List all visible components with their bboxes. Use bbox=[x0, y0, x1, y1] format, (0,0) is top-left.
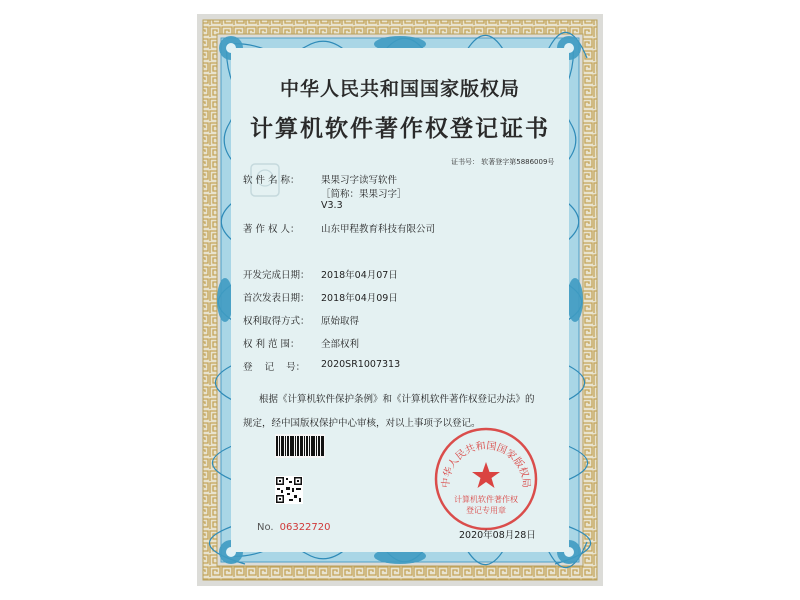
seal-outer-text: 中华人民共和国国家版权局 bbox=[440, 440, 532, 489]
field-value-publish-date: 2018年04月09日 bbox=[321, 293, 398, 304]
certificate-number-value: 软著登字第5886009号 bbox=[481, 158, 555, 166]
field-label-registration: 登 记 号： bbox=[243, 362, 306, 373]
field-label-publish-date: 首次发表日期： bbox=[243, 293, 310, 304]
issue-date: 2020年08月28日 bbox=[459, 530, 536, 541]
serial-number bbox=[257, 522, 331, 533]
field-label-completion-date: 开发完成日期： bbox=[243, 270, 310, 281]
field-value-scope: 全部权利 bbox=[321, 339, 360, 350]
field-label-owner: 著 作 权 人： bbox=[243, 224, 300, 235]
official-seal bbox=[433, 426, 539, 532]
seal-inner-line-2: 登记专用章 bbox=[466, 506, 506, 515]
star-icon bbox=[472, 462, 500, 488]
field-label-software-name: 软 件 名 称： bbox=[243, 175, 300, 186]
certificate-number-label: 证书号： bbox=[451, 158, 479, 166]
issuing-authority: 中华人民共和国国家版权局 bbox=[279, 78, 520, 100]
field-value-software-name: 果果习字读写软件 bbox=[321, 175, 398, 186]
field-value-version: V3.3 bbox=[321, 200, 343, 211]
serial-prefix: No. bbox=[257, 522, 274, 533]
field-value-owner: 山东甲程教育科技有限公司 bbox=[321, 224, 436, 235]
field-value-registration: 2020SR1007313 bbox=[321, 359, 401, 370]
qr-code-icon bbox=[275, 476, 303, 504]
certificate-title: 计算机软件著作权登记证书 bbox=[250, 115, 550, 142]
barcode-icon bbox=[275, 434, 325, 458]
field-label-acquisition: 权利取得方式： bbox=[243, 316, 310, 327]
statement-line-1: 根据《计算机软件保护条例》和《计算机软件著作权登记办法》的 bbox=[259, 394, 535, 405]
statement-line-2: 规定，经中国版权保护中心审核，对以上事项予以登记。 bbox=[243, 418, 481, 429]
field-value-completion-date: 2018年04月07日 bbox=[321, 270, 398, 281]
field-label-scope: 权 利 范 围： bbox=[243, 339, 300, 350]
field-value-acquisition: 原始取得 bbox=[321, 316, 360, 327]
seal-inner-line-1: 计算机软件著作权 bbox=[454, 495, 518, 504]
serial-value: 06322720 bbox=[279, 522, 331, 533]
field-value-short-name: ［简称：果果习字］ bbox=[321, 189, 407, 200]
certificate bbox=[197, 14, 603, 586]
certificate-number bbox=[451, 157, 554, 167]
